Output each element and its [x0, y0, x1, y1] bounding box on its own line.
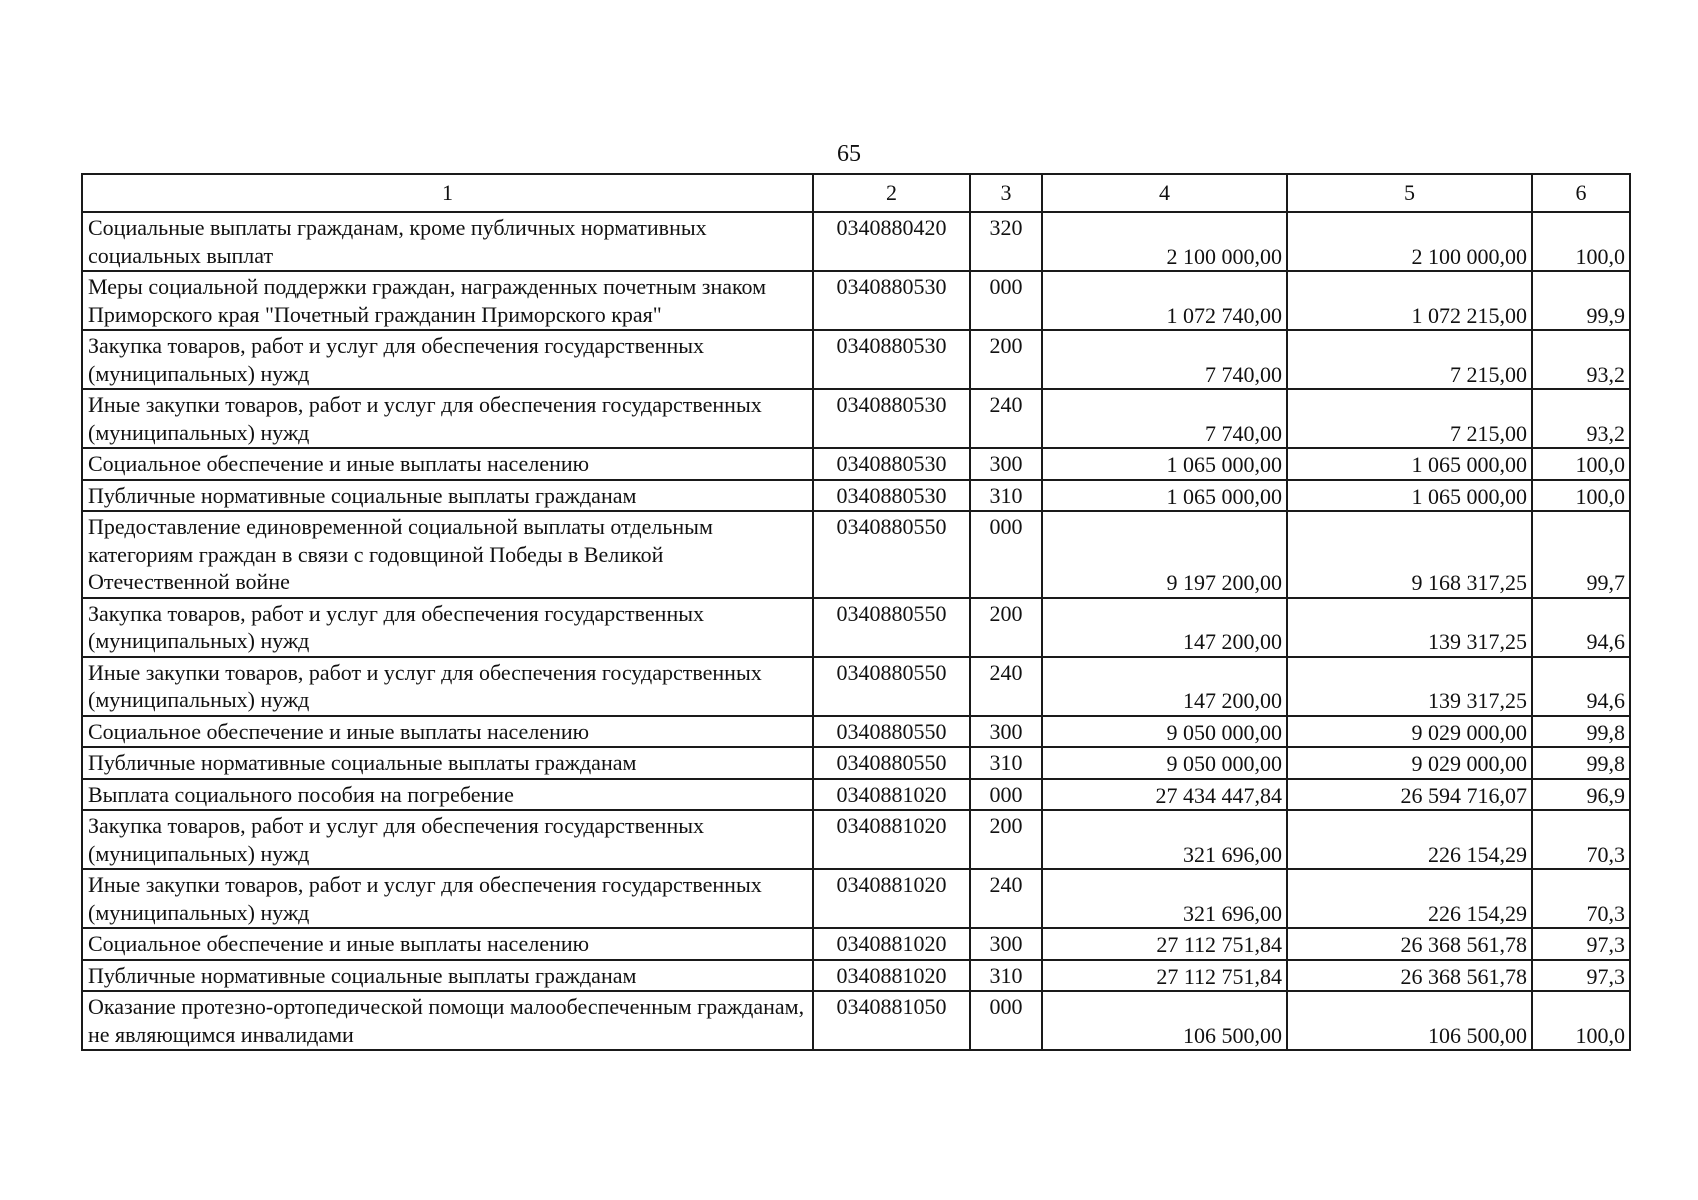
table-row: [82, 960, 1630, 992]
row-fact-amount: 226 154,29: [1287, 810, 1532, 869]
row-name: Предоставление единовременной социальной выплаты отдельным категориям граждан в связи с годовщиной Победы в Великой Отечественной войне: [82, 511, 813, 598]
row-percent: 70,3: [1532, 810, 1630, 869]
row-name: Социальное обеспечение и иные выплаты населению: [82, 716, 813, 748]
row-plan-amount: 1 065 000,00: [1042, 480, 1287, 512]
row-plan-amount: 1 065 000,00: [1042, 448, 1287, 480]
row-code: 0340881020: [813, 779, 970, 811]
row-plan-amount: 27 112 751,84: [1042, 928, 1287, 960]
row-name: Социальное обеспечение и иные выплаты населению: [82, 448, 813, 480]
row-code: 0340880420: [813, 212, 970, 271]
row-fact-amount: 2 100 000,00: [1287, 212, 1532, 271]
row-code: 0340880530: [813, 330, 970, 389]
row-name: Публичные нормативные социальные выплаты гражданам: [82, 747, 813, 779]
row-plan-amount: 1 072 740,00: [1042, 271, 1287, 330]
table-row: [82, 212, 1630, 271]
row-kind: 310: [970, 480, 1042, 512]
row-percent: 97,3: [1532, 928, 1630, 960]
row-fact-amount: 9 029 000,00: [1287, 747, 1532, 779]
table-row: [82, 779, 1630, 811]
row-percent: 94,6: [1532, 657, 1630, 716]
row-fact-amount: 26 594 716,07: [1287, 779, 1532, 811]
table-row: [82, 991, 1630, 1050]
table-row: [82, 598, 1630, 657]
row-kind: 300: [970, 448, 1042, 480]
row-kind: 310: [970, 960, 1042, 992]
row-name: Публичные нормативные социальные выплаты гражданам: [82, 480, 813, 512]
row-kind: 000: [970, 511, 1042, 598]
row-plan-amount: 2 100 000,00: [1042, 212, 1287, 271]
row-fact-amount: 1 065 000,00: [1287, 448, 1532, 480]
row-fact-amount: 7 215,00: [1287, 389, 1532, 448]
row-percent: 100,0: [1532, 448, 1630, 480]
row-plan-amount: 321 696,00: [1042, 869, 1287, 928]
row-name: Иные закупки товаров, работ и услуг для обеспечения государственных (муниципальных) нужд: [82, 869, 813, 928]
table-row: [82, 271, 1630, 330]
row-fact-amount: 1 072 215,00: [1287, 271, 1532, 330]
row-kind: 300: [970, 716, 1042, 748]
table-row: [82, 389, 1630, 448]
row-kind: 200: [970, 598, 1042, 657]
row-percent: 93,2: [1532, 330, 1630, 389]
row-kind: 200: [970, 330, 1042, 389]
row-kind: 310: [970, 747, 1042, 779]
row-fact-amount: 226 154,29: [1287, 869, 1532, 928]
row-name: Меры социальной поддержки граждан, награжденных почетным знаком Приморского края "Почетный гражданин Приморского края": [82, 271, 813, 330]
row-fact-amount: 26 368 561,78: [1287, 960, 1532, 992]
row-kind: 240: [970, 389, 1042, 448]
row-name: Социальные выплаты гражданам, кроме публичных нормативных социальных выплат: [82, 212, 813, 271]
row-percent: 96,9: [1532, 779, 1630, 811]
row-percent: 94,6: [1532, 598, 1630, 657]
row-name: Иные закупки товаров, работ и услуг для обеспечения государственных (муниципальных) нужд: [82, 389, 813, 448]
row-plan-amount: 9 197 200,00: [1042, 511, 1287, 598]
row-code: 0340880550: [813, 716, 970, 748]
row-kind: 320: [970, 212, 1042, 271]
row-code: 0340880530: [813, 271, 970, 330]
row-code: 0340880530: [813, 480, 970, 512]
row-code: 0340881020: [813, 869, 970, 928]
row-fact-amount: 139 317,25: [1287, 657, 1532, 716]
table-row: [82, 448, 1630, 480]
row-plan-amount: 147 200,00: [1042, 598, 1287, 657]
row-fact-amount: 26 368 561,78: [1287, 928, 1532, 960]
row-plan-amount: 27 112 751,84: [1042, 960, 1287, 992]
row-percent: 100,0: [1532, 212, 1630, 271]
table-row: [82, 747, 1630, 779]
row-code: 0340880550: [813, 747, 970, 779]
budget-table: [81, 173, 1631, 1051]
table-row: [82, 511, 1630, 598]
row-plan-amount: 27 434 447,84: [1042, 779, 1287, 811]
row-kind: 300: [970, 928, 1042, 960]
row-plan-amount: 7 740,00: [1042, 389, 1287, 448]
row-percent: 99,8: [1532, 716, 1630, 748]
row-code: 0340880550: [813, 511, 970, 598]
row-plan-amount: 147 200,00: [1042, 657, 1287, 716]
row-fact-amount: 9 029 000,00: [1287, 716, 1532, 748]
column-header-name: 1: [82, 174, 813, 212]
row-kind: 000: [970, 991, 1042, 1050]
row-percent: 99,9: [1532, 271, 1630, 330]
row-plan-amount: 7 740,00: [1042, 330, 1287, 389]
row-kind: 200: [970, 810, 1042, 869]
table-header: [82, 174, 1630, 212]
row-code: 0340881020: [813, 810, 970, 869]
row-code: 0340880550: [813, 598, 970, 657]
row-fact-amount: 139 317,25: [1287, 598, 1532, 657]
row-percent: 93,2: [1532, 389, 1630, 448]
row-name: Публичные нормативные социальные выплаты гражданам: [82, 960, 813, 992]
row-code: 0340880530: [813, 448, 970, 480]
table-body: [82, 212, 1630, 1050]
header-row: [82, 174, 1630, 212]
row-fact-amount: 1 065 000,00: [1287, 480, 1532, 512]
row-name: Социальное обеспечение и иные выплаты населению: [82, 928, 813, 960]
row-fact-amount: 9 168 317,25: [1287, 511, 1532, 598]
row-name: Закупка товаров, работ и услуг для обеспечения государственных (муниципальных) нужд: [82, 598, 813, 657]
row-code: 0340881020: [813, 960, 970, 992]
row-fact-amount: 106 500,00: [1287, 991, 1532, 1050]
row-plan-amount: 106 500,00: [1042, 991, 1287, 1050]
row-code: 0340881020: [813, 928, 970, 960]
row-code: 0340880530: [813, 389, 970, 448]
table-row: [82, 810, 1630, 869]
row-name: Выплата социального пособия на погребение: [82, 779, 813, 811]
row-percent: 99,7: [1532, 511, 1630, 598]
column-header-plan: 4: [1042, 174, 1287, 212]
row-name: Закупка товаров, работ и услуг для обеспечения государственных (муниципальных) нужд: [82, 810, 813, 869]
row-name: Оказание протезно-ортопедической помощи малообеспеченным гражданам, не являющимся инвалидами: [82, 991, 813, 1050]
row-code: 0340881050: [813, 991, 970, 1050]
table-row: [82, 657, 1630, 716]
column-header-kind: 3: [970, 174, 1042, 212]
row-percent: 70,3: [1532, 869, 1630, 928]
table-row: [82, 928, 1630, 960]
row-percent: 100,0: [1532, 480, 1630, 512]
table-row: [82, 716, 1630, 748]
row-percent: 97,3: [1532, 960, 1630, 992]
table-row: [82, 480, 1630, 512]
row-percent: 100,0: [1532, 991, 1630, 1050]
row-plan-amount: 9 050 000,00: [1042, 716, 1287, 748]
row-plan-amount: 9 050 000,00: [1042, 747, 1287, 779]
column-header-code: 2: [813, 174, 970, 212]
row-code: 0340880550: [813, 657, 970, 716]
table-row: [82, 869, 1630, 928]
row-name: Закупка товаров, работ и услуг для обеспечения государственных (муниципальных) нужд: [82, 330, 813, 389]
table-row: [82, 330, 1630, 389]
row-plan-amount: 321 696,00: [1042, 810, 1287, 869]
row-name: Иные закупки товаров, работ и услуг для обеспечения государственных (муниципальных) нужд: [82, 657, 813, 716]
page-number: 65: [837, 141, 861, 167]
row-percent: 99,8: [1532, 747, 1630, 779]
row-kind: 240: [970, 869, 1042, 928]
row-kind: 240: [970, 657, 1042, 716]
column-header-fact: 5: [1287, 174, 1532, 212]
row-kind: 000: [970, 271, 1042, 330]
row-fact-amount: 7 215,00: [1287, 330, 1532, 389]
row-kind: 000: [970, 779, 1042, 811]
column-header-percent: 6: [1532, 174, 1630, 212]
